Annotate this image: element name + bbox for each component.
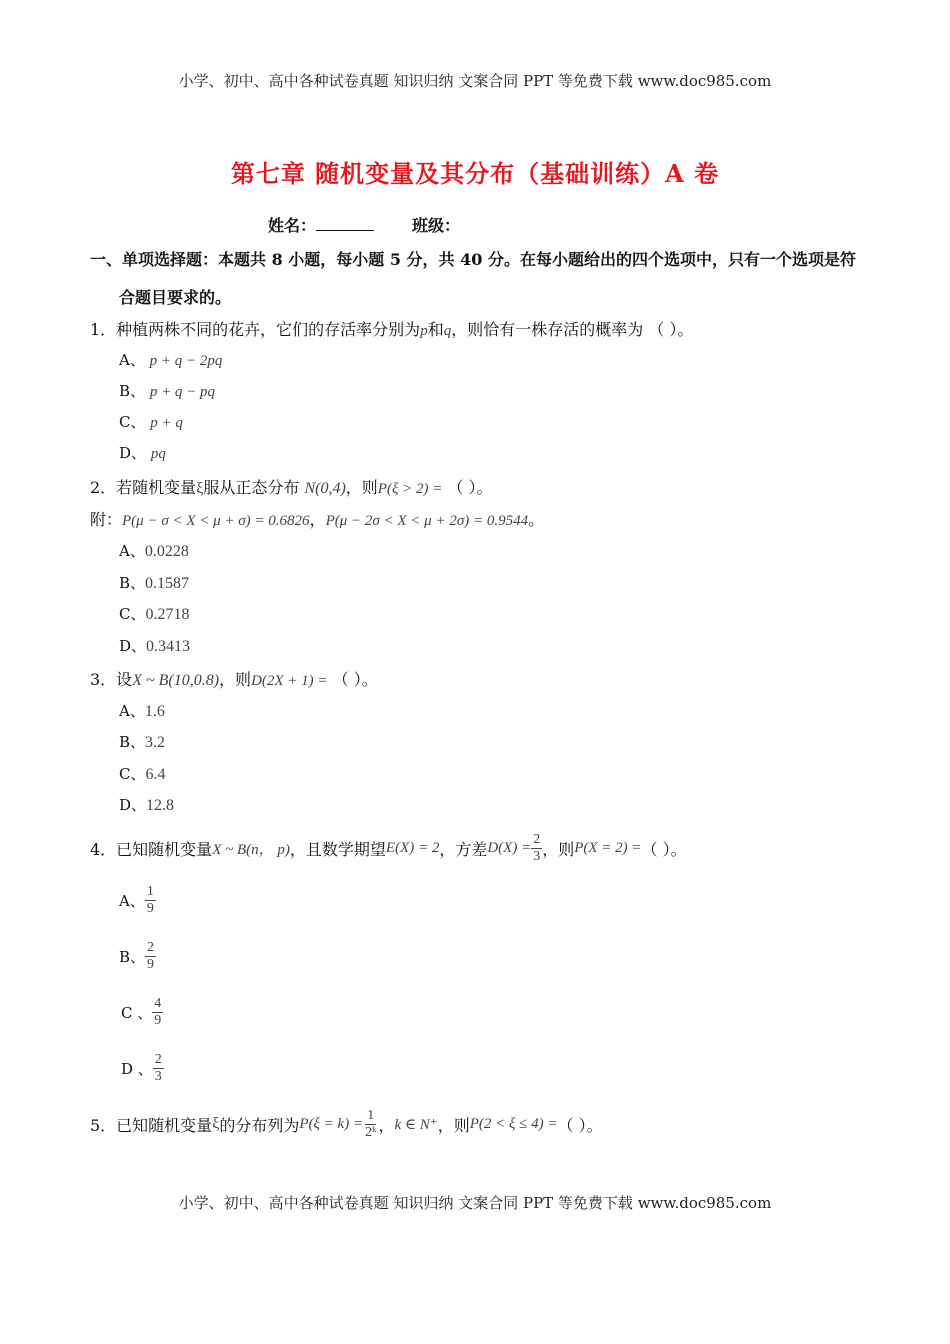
q5-sep: ， <box>378 1115 395 1135</box>
q1-option-c <box>119 411 183 432</box>
name-blank <box>316 218 374 231</box>
q2-stem <box>90 475 493 498</box>
option-text: 12.8 <box>146 797 175 814</box>
q1-option-b <box>119 380 215 401</box>
name-class-row <box>268 213 460 236</box>
q5-stem-d: （ ）。 <box>557 1115 603 1135</box>
q1-stem-b: ，则恰有一株存活的概率为 （ ）。 <box>451 320 694 339</box>
option-text: 0.0228 <box>144 543 189 560</box>
q2-note-label: 附： <box>90 510 123 529</box>
fraction-numerator: 4 <box>154 996 162 1011</box>
q1-option-a <box>119 349 222 370</box>
q5-expr2: P(2 < ξ ≤ 4) = <box>469 1115 558 1132</box>
q4-option-a <box>119 884 156 917</box>
option-text: p + q <box>150 415 183 431</box>
q4-dist: X ~ B(n， p) <box>212 841 290 858</box>
fraction-denominator: 9 <box>147 957 155 972</box>
q4-stem-b: ，且数学期望 <box>289 839 386 859</box>
option-fraction <box>145 940 156 973</box>
option-label: A、 <box>119 351 145 369</box>
option-text: 3.2 <box>145 734 166 751</box>
option-label: D、 <box>119 637 147 655</box>
fraction-denominator: 9 <box>154 1013 162 1028</box>
q2-stem-a: 2．若随机变量 <box>90 478 197 497</box>
option-text: p + q − pq <box>149 384 216 400</box>
name-label: 姓名： <box>268 216 317 235</box>
q3-dist: X ~ B(10,0.8) <box>132 672 220 689</box>
q2-stem-b: 服从正态分布 <box>203 478 300 497</box>
option-text: pq <box>150 446 166 462</box>
fraction-denominator: 9 <box>146 901 154 916</box>
q2-sep: ， <box>309 510 326 529</box>
q3-stem-b: ，则 <box>219 670 252 689</box>
q4-stem-d: ，则 <box>542 839 575 859</box>
q2-option-a <box>119 540 189 561</box>
option-text: 0.3413 <box>146 638 191 655</box>
q4-stem-c: ，方差 <box>439 839 488 859</box>
q2-stem-c: ，则 <box>345 478 378 497</box>
q2-stem-d: （ ）。 <box>447 478 493 497</box>
q1-var-q: q <box>443 323 452 339</box>
q5-cond: k ∈ N⁺ <box>394 1116 438 1133</box>
q5-stem-a: 5．已知随机变量 <box>90 1115 213 1135</box>
option-label: C、 <box>119 413 146 431</box>
fraction-numerator: 2 <box>533 831 541 847</box>
q2-xi: ξ <box>196 480 204 497</box>
q2-option-c <box>119 603 189 624</box>
q4-expr: P(X = 2) = <box>574 839 642 856</box>
q3-stem <box>90 667 378 690</box>
q3-option-a <box>119 700 165 721</box>
q4-dx: D(X) = <box>487 839 532 856</box>
option-label: B、 <box>119 574 146 592</box>
option-label: A、 <box>119 702 145 720</box>
fraction-numerator: 1 <box>146 884 154 899</box>
option-text: p + q − 2pq <box>149 353 223 369</box>
option-text: 1.6 <box>144 703 165 720</box>
q1-and: 和 <box>427 320 444 339</box>
q4-stem <box>90 828 687 868</box>
q1-stem-a: 1．种植两株不同的花卉，它们的存活率分别为 <box>90 320 421 339</box>
page-header: 小学、初中、高中各种试卷真题 知识归纳 文案合同 PPT 等免费下载 www.doc985.com <box>178 72 772 90</box>
fraction-denominator: 2ᵏ <box>365 1124 377 1140</box>
q2-note <box>90 507 544 530</box>
fraction-numerator: 1 <box>367 1107 375 1123</box>
section1-line2: 合题目要求的。 <box>119 288 232 307</box>
q4-dx-fraction <box>531 832 542 865</box>
q3-option-c <box>119 763 165 784</box>
fraction-numerator: 2 <box>154 1052 162 1067</box>
option-label: B、 <box>119 382 146 400</box>
fraction-numerator: 2 <box>147 940 155 955</box>
page-footer: 小学、初中、高中各种试卷真题 知识归纳 文案合同 PPT 等免费下载 www.doc985.com <box>178 1194 772 1212</box>
option-fraction <box>145 884 156 917</box>
q2-expr: P(ξ > 2) = <box>377 481 443 497</box>
q4-option-c <box>121 996 163 1029</box>
q5-fraction <box>363 1108 378 1141</box>
q4-stem-e: （ ）。 <box>641 839 687 859</box>
q1-stem <box>90 317 693 340</box>
q2-end: 。 <box>528 510 545 529</box>
q4-option-b <box>119 940 156 973</box>
q4-ex: E(X) = 2 <box>385 839 440 856</box>
q5-stem <box>90 1104 603 1144</box>
q3-option-d <box>119 794 174 815</box>
option-label: A、 <box>119 542 145 560</box>
q2-option-b <box>119 572 189 593</box>
option-label: C 、 <box>121 1004 153 1022</box>
option-label: B、 <box>119 733 146 751</box>
option-label: D、 <box>119 796 147 814</box>
q2-option-d <box>119 635 190 656</box>
option-label: C、 <box>119 605 146 623</box>
q3-expr: D(2X + 1) = <box>251 673 328 689</box>
q1-var-p: p <box>420 323 428 339</box>
option-label: C、 <box>119 765 146 783</box>
q4-stem-a: 4．已知随机变量 <box>90 839 213 859</box>
section1-line1: 一、单项选择题：本题共 8 小题，每小题 5 分，共 40 分。在每小题给出的四个选项中，只有一个选项是符 <box>90 250 856 269</box>
q5-expr: P(ξ = k) = <box>299 1115 364 1132</box>
q2-note1: P(μ − σ < X < μ + σ) = 0.6826 <box>122 513 310 529</box>
option-text: 6.4 <box>145 766 166 783</box>
q5-stem-b: 的分布列为 <box>219 1115 300 1135</box>
page-title: 第七章 随机变量及其分布（基础训练）A 卷 <box>230 159 720 188</box>
q4-option-d <box>121 1052 164 1085</box>
fraction-denominator: 3 <box>154 1069 162 1084</box>
option-label: B、 <box>119 948 146 966</box>
option-label: D 、 <box>121 1060 153 1078</box>
option-label: A、 <box>119 892 145 910</box>
q2-dist: N(0,4) <box>304 480 346 497</box>
option-label: D、 <box>119 444 147 462</box>
q3-stem-c: （ ）。 <box>332 670 378 689</box>
q3-stem-a: 3．设 <box>90 670 133 689</box>
option-fraction <box>152 996 163 1029</box>
fraction-denominator: 3 <box>533 848 541 864</box>
q5-xi: ξ <box>212 1115 220 1132</box>
option-fraction <box>153 1052 164 1085</box>
q1-option-d <box>119 442 166 463</box>
q3-option-b <box>119 731 165 752</box>
option-text: 0.1587 <box>145 575 190 592</box>
q2-note2: P(μ − 2σ < X < μ + 2σ) = 0.9544 <box>325 513 529 529</box>
class-label: 班级： <box>412 216 461 235</box>
q5-stem-c: ，则 <box>437 1115 470 1135</box>
option-text: 0.2718 <box>145 606 190 623</box>
